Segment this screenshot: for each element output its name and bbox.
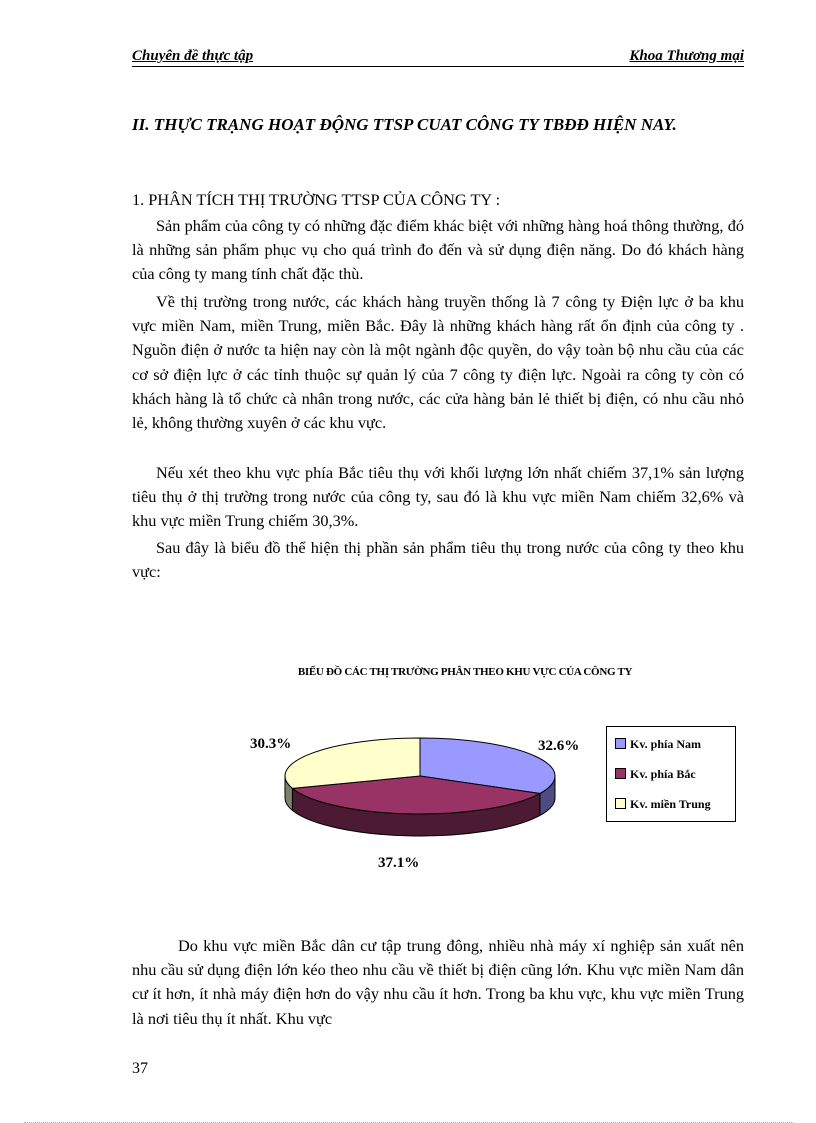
pie-label-south: 32.6% (538, 738, 580, 754)
section-title: II. THỰC TRẠNG HOẠT ĐỘNG TTSP CUAT CÔNG TY TBĐĐ HIỆN NAY. (132, 115, 677, 134)
pie-label-north: 37.1% (378, 855, 420, 871)
header-left-text: Chuyên đề thực tập (132, 48, 254, 64)
pie-label-central: 30.3% (250, 736, 292, 752)
paragraph-5: Do khu vực miền Bắc dân cư tập trung đông, nhiều nhà máy xí nghiệp sản xuất nên nhu cầu sử dụng điện lớn kéo theo nhu cầu về thiết bị điện cũng lớn. Khu vực miền Nam dân cư ít hơn, ít nhà máy điện hơn do vậy nhu cầu ít hơn. Trong ba khu vực, khu vực miền Trung là nơi tiêu thụ ít nhất. Khu vực (132, 936, 744, 1028)
legend-swatch-central (615, 798, 626, 809)
page-number: 37 (132, 1060, 148, 1077)
paragraph-3: Nếu xét theo khu vực phía Bắc tiêu thụ với khối lượng lớn nhất chiếm 37,1% sản lượng tiêu thụ ở thị trường trong nước của công ty, sau đó là khu vực miền Nam chiếm 32,6% và khu vực miền Trung chiếm 30,3%. (132, 463, 744, 531)
chart-legend (606, 726, 736, 822)
legend-swatch-north (615, 768, 626, 779)
legend-label-south: Kv. phía Nam (630, 737, 702, 751)
legend-swatch-south (615, 738, 626, 749)
header-right-text: Khoa Thương mại (629, 48, 744, 64)
legend-item-north (615, 767, 696, 781)
subsection-title: 1. PHÂN TÍCH THỊ TRƯỜNG TTSP CỦA CÔNG TY : (132, 190, 501, 209)
page-header (132, 44, 744, 67)
legend-label-north: Kv. phía Bắc (630, 767, 696, 781)
legend-item-central (615, 797, 711, 811)
chart-title: BIỂU ĐỒ CÁC THỊ TRƯỜNG PHÂN THEO KHU VỰC CỦA CÔNG TY (297, 666, 633, 678)
paragraph-4: Sau đây là biểu đồ thể hiện thị phần sản phẩm tiêu thụ trong nước của công ty theo khu vực: (132, 538, 744, 582)
legend-item-south (615, 737, 701, 751)
paragraph-2: Về thị trường trong nước, các khách hàng truyền thống là 7 công ty Điện lực ở ba khu vực miền Nam, miền Trung, miền Bắc. Đây là những khách hàng rất ổn định của công ty . Nguồn điện ở nước ta hiện nay còn là một ngành độc quyền, do vậy toàn bộ nhu cầu của các cơ sở điện lực ở các tỉnh thuộc sự quản lý của 7 công ty điện lực. Ngoài ra công ty còn có khách hàng là tổ chức cà nhân trong nước, các cửa hàng bản lẻ thiết bị điện, có nhu cầu nhỏ lẻ, không thường xuyên ở các khu vực. (132, 292, 744, 433)
paragraph-1: Sản phẩm của công ty có những đặc điểm khác biệt với những hàng hoá thông thường, đó là những sản phẩm phục vụ cho quá trình đo đến và sử dụng điện năng. Do đó khách hàng của công ty mang tính chất đặc thù. (132, 216, 744, 284)
legend-label-central: Kv. miền Trung (630, 797, 711, 811)
